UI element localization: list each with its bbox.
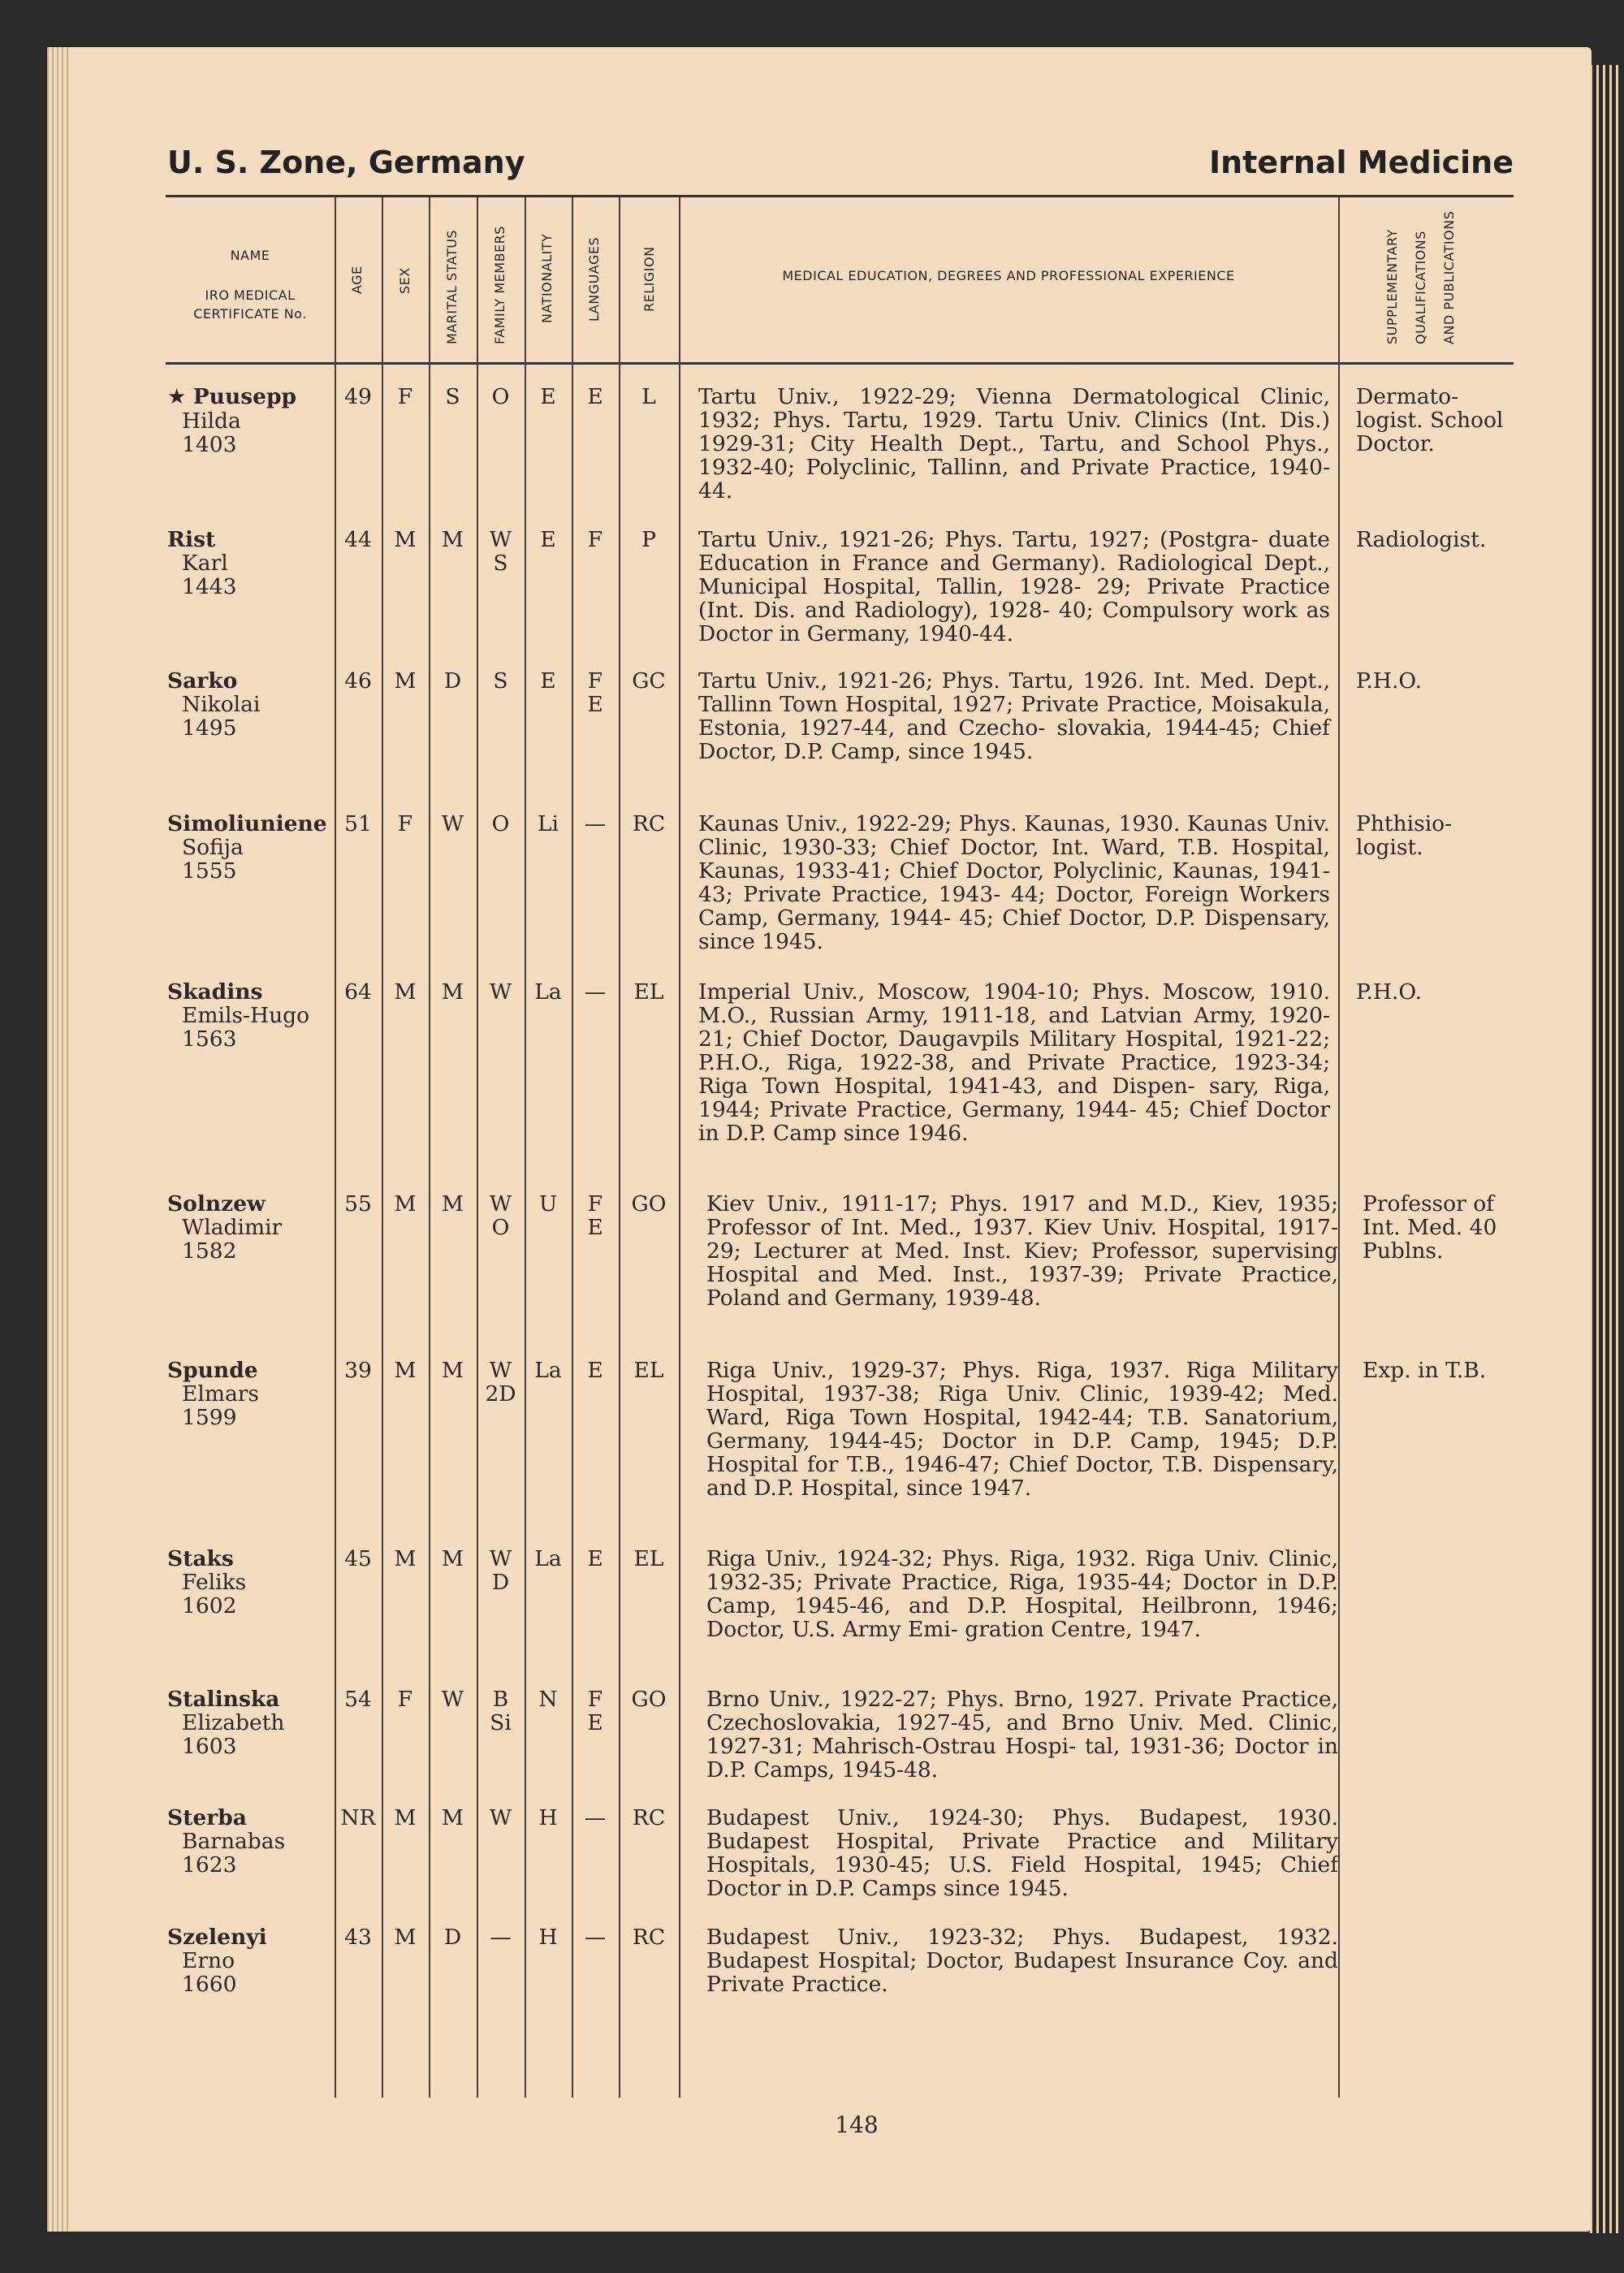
entry-education: Tartu Univ., 1921-26; Phys. Tartu, 1926. Int. Med. Dept., Tallinn Town Hospital, 1927; Private Practice, Moisakula, Estonia, 1927-44, and Czecho- slovakia, 1944-45; Chief Doctor, D.P. Camp, since 1945.: [698, 668, 1330, 764]
entry-family: W 2D: [485, 1358, 516, 1407]
entry-certificate-number: 1555: [182, 858, 237, 884]
column-header-iro-line1: IRO MEDICAL: [205, 287, 296, 303]
entry-languages: —: [584, 1925, 607, 1950]
entry-name-cell: [167, 528, 335, 598]
column-header-marital-status: MARITAL STATUS: [444, 229, 460, 344]
entry-surname-line: [167, 1806, 335, 1830]
entry-age: 54: [344, 1687, 372, 1712]
page-edges-left: [47, 47, 71, 2232]
entry-nationality: Li: [537, 811, 559, 836]
entry-certificate-number: 1603: [182, 1734, 237, 1759]
page-edges-right: [1590, 65, 1622, 2233]
entry-education: Kaunas Univ., 1922-29; Phys. Kaunas, 1930. Kaunas Univ. Clinic, 1930-33; Chief Doctor, Int. Ward, T.B. Hospital, Kaunas, 1933-41; Chief Doctor, Polyclinic, Kaunas, 1941-43; Private Practice, 1943- 44; Doctor, Foreign Workers Camp, Germany, 1944- 45; Chief Doctor, D.P. Dispensary, since 1945.: [698, 811, 1330, 954]
entry-languages: F E: [587, 668, 603, 717]
entry-education: Imperial Univ., Moscow, 1904-10; Phys. Moscow, 1910. M.O., Russian Army, 1911-18, and Latvian Army, 1920-21; Chief Doctor, Daugavpils Military Hospital, 1921-22; P.H.O., Riga, 1922-38, and Private Practice, 1923-34; Riga Town Hospital, 1941-43, and Dispen- sary, Riga, 1944; Private Practice, Germany, 1944- 45; Chief Doctor in D.P. Camp since 1946.: [698, 979, 1330, 1146]
entry-name-cell: [167, 1687, 335, 1758]
entry-religion: GO: [631, 1191, 667, 1216]
entry-sex: M: [394, 1546, 417, 1571]
entry-languages: E: [587, 384, 603, 409]
column-header-education: MEDICAL EDUCATION, DEGREES AND PROFESSIONAL EXPERIENCE: [782, 268, 1235, 283]
entry-religion: RC: [632, 1805, 666, 1830]
entry-marital: D: [443, 668, 462, 694]
column-header-name-label: NAME: [230, 248, 270, 263]
entry-certificate-number: 1660: [182, 1972, 237, 1997]
entry-religion: GO: [631, 1687, 667, 1712]
entry-given-name: Erno: [182, 1948, 235, 1973]
entry-certificate-number: 1623: [182, 1852, 237, 1878]
column-header-religion: RELIGION: [641, 246, 657, 312]
entry-sex: M: [394, 1805, 417, 1830]
entry-education: Tartu Univ., 1921-26; Phys. Tartu, 1927; (Postgra- duate Education in France and Germany). Radiological Dept., Municipal Hospital, Tallin, 1928- 29; Private Practice (Int. Dis. and Radiology), 1928- 40; Compulsory work as Doctor in Germany, 1940-44.: [698, 527, 1330, 646]
entry-nationality: H: [538, 1925, 558, 1950]
entry-given-name: Nikolai: [182, 692, 261, 717]
entry-family: S: [493, 668, 508, 694]
entry-surname-line: [167, 1192, 335, 1216]
entry-supplementary: Radiologist.: [1356, 527, 1487, 552]
entry-certificate-number: 1403: [182, 432, 237, 457]
entry-marital: M: [441, 1191, 464, 1216]
entry-nationality: E: [540, 527, 556, 552]
entry-surname-line: [167, 1359, 335, 1382]
column-header-family-members: FAMILY MEMBERS: [492, 226, 508, 344]
column-header-supplementary-2: QUALIFICATIONS: [1413, 231, 1428, 344]
entry-family: —: [490, 1925, 512, 1950]
entry-surname: Stalinska: [167, 1687, 280, 1712]
entry-age: 39: [344, 1358, 372, 1383]
entry-sex: F: [397, 1687, 413, 1712]
entry-religion: P: [641, 527, 656, 552]
entry-surname: Skadins: [167, 979, 263, 1005]
entry-supplementary: Phthisio- logist.: [1356, 811, 1453, 860]
entry-sex: M: [394, 668, 417, 694]
column-header-languages: LANGUAGES: [586, 236, 602, 322]
entry-name-cell: [167, 1359, 335, 1429]
entry-surname: Puusepp: [192, 384, 297, 409]
entry-surname: Spunde: [167, 1358, 258, 1383]
entry-nationality: La: [534, 979, 562, 1005]
entry-marital: D: [443, 1925, 462, 1950]
entry-family: O: [491, 384, 510, 409]
star-icon: ★: [167, 385, 187, 409]
entry-family: W S: [489, 527, 512, 576]
entry-languages: E: [587, 1546, 603, 1571]
page-number: 148: [835, 2111, 879, 2138]
entry-age: 55: [344, 1191, 372, 1216]
entry-languages: F E: [587, 1687, 603, 1735]
entry-given-name: Elmars: [182, 1381, 260, 1407]
entry-languages: —: [584, 1805, 607, 1830]
entry-age: NR: [340, 1805, 376, 1830]
entry-family: W D: [489, 1546, 512, 1595]
entry-age: 43: [344, 1925, 372, 1950]
entry-age: 49: [344, 384, 372, 409]
entry-surname-line: [167, 1547, 335, 1571]
column-header-supplementary-3: AND PUBLICATIONS: [1441, 210, 1457, 344]
column-divider: [1338, 197, 1340, 2098]
entry-certificate-number: 1582: [182, 1238, 237, 1264]
entry-languages: —: [584, 979, 607, 1005]
entry-surname: Rist: [167, 527, 216, 552]
entry-surname: Simoliuniene: [167, 811, 327, 836]
entry-marital: S: [445, 384, 460, 409]
entry-marital: M: [441, 1546, 464, 1571]
entry-religion: EL: [633, 1546, 664, 1571]
entry-age: 64: [344, 979, 372, 1005]
entry-surname: Sterba: [167, 1805, 247, 1830]
entry-name-cell: [167, 1925, 335, 1996]
entry-certificate-number: 1443: [182, 574, 237, 599]
entry-education: Brno Univ., 1922-27; Phys. Brno, 1927. Private Practice, Czechoslovakia, 1927-45, and Brno Univ. Med. Clinic, 1927-31; Mahrisch-Ostrau Hospi- tal, 1931-36; Doctor in D.P. Camps, 1945-48.: [706, 1687, 1338, 1783]
entry-given-name: Sofija: [182, 835, 244, 860]
entry-given-name: Hilda: [182, 408, 241, 434]
entry-given-name: Emils-Hugo: [182, 1003, 310, 1028]
entry-sex: F: [397, 384, 413, 409]
entry-family: W: [489, 979, 512, 1005]
entry-age: 51: [344, 811, 372, 836]
entry-surname-line: [167, 1687, 335, 1711]
entry-languages: F: [587, 527, 603, 552]
entry-certificate-number: 1563: [182, 1026, 237, 1052]
entry-surname-line: [167, 980, 335, 1004]
entry-sex: M: [394, 1925, 417, 1950]
entry-religion: EL: [633, 979, 664, 1005]
entry-surname: Sarko: [167, 668, 238, 694]
entry-supplementary: P.H.O.: [1356, 979, 1423, 1005]
entry-education: Budapest Univ., 1923-32; Phys. Budapest, 1932. Budapest Hospital; Doctor, Budapest Insurance Coy. and Private Practice.: [706, 1925, 1338, 1997]
entry-nationality: La: [534, 1546, 562, 1571]
entry-sex: M: [394, 1358, 417, 1383]
entry-sex: M: [394, 527, 417, 552]
entry-marital: W: [441, 811, 464, 836]
entry-nationality: E: [540, 384, 556, 409]
entry-nationality: N: [538, 1687, 558, 1712]
entry-nationality: H: [538, 1805, 558, 1830]
header-rule-bottom: [166, 362, 1514, 365]
entry-age: 45: [344, 1546, 372, 1571]
column-header-sex: SEX: [397, 267, 412, 294]
entry-languages: F E: [587, 1191, 603, 1240]
entry-name-cell: [167, 385, 335, 456]
header-rule-top: [166, 195, 1514, 197]
entry-supplementary: Dermato- logist. School Doctor.: [1356, 384, 1504, 456]
entry-given-name: Karl: [182, 551, 228, 576]
entry-education: Kiev Univ., 1911-17; Phys. 1917 and M.D., Kiev, 1935; Professor of Int. Med., 1937. Kiev Univ. Hospital, 1917-29; Lecturer at Med. Inst. Kiev; Professor, supervising Hospital and Med. Inst., 1937-39; Private Practice, Poland and Germany, 1939-48.: [706, 1191, 1338, 1311]
entry-surname-line: [167, 385, 335, 409]
column-header-name: [166, 236, 335, 323]
entry-given-name: Wladimir: [182, 1215, 283, 1240]
entry-sex: M: [394, 1191, 417, 1216]
entry-name-cell: [167, 980, 335, 1051]
entry-surname: Solnzew: [167, 1191, 266, 1216]
entry-family: O: [491, 811, 510, 836]
entry-name-cell: [167, 669, 335, 740]
entry-religion: GC: [632, 668, 666, 694]
entry-given-name: Elizabeth: [182, 1710, 285, 1735]
entry-age: 44: [344, 527, 372, 552]
column-header-age: AGE: [349, 266, 365, 294]
entry-nationality: La: [534, 1358, 562, 1383]
column-divider: [679, 197, 680, 2098]
entry-religion: L: [641, 384, 656, 409]
entry-nationality: E: [540, 668, 556, 694]
entry-name-cell: [167, 1806, 335, 1877]
entry-marital: M: [441, 1805, 464, 1830]
entry-certificate-number: 1495: [182, 715, 237, 741]
entry-family: B Si: [490, 1687, 512, 1735]
running-header-right: Internal Medicine: [1208, 145, 1514, 180]
entry-religion: RC: [632, 1925, 666, 1950]
running-header-left: U. S. Zone, Germany: [167, 145, 525, 180]
column-header-iro-line2: CERTIFICATE No.: [193, 306, 307, 322]
entry-surname-line: [167, 528, 335, 551]
entry-sex: M: [394, 979, 417, 1005]
entry-religion: EL: [633, 1358, 664, 1383]
entry-marital: M: [441, 979, 464, 1005]
entry-surname-line: [167, 812, 335, 836]
entry-education: Riga Univ., 1924-32; Phys. Riga, 1932. Riga Univ. Clinic, 1932-35; Private Practice, Riga, 1935-44; Doctor in D.P. Camp, 1945-46, and D.P. Hospital, Heilbronn, 1946; Doctor, U.S. Army Emi- gration Centre, 1947.: [706, 1546, 1338, 1642]
entry-marital: M: [441, 1358, 464, 1383]
entry-certificate-number: 1602: [182, 1593, 237, 1618]
entry-name-cell: [167, 1192, 335, 1263]
entry-education: Tartu Univ., 1922-29; Vienna Dermatological Clinic, 1932; Phys. Tartu, 1929. Tartu Univ. Clinics (Int. Dis.) 1929-31; City Health Dept., Tartu, and School Phys., 1932-40; Polyclinic, Tallinn, and Private Practice, 1940-44.: [698, 384, 1330, 503]
entry-supplementary: P.H.O.: [1356, 668, 1423, 694]
entry-languages: E: [587, 1358, 603, 1383]
entry-certificate-number: 1599: [182, 1405, 237, 1430]
entry-age: 46: [344, 668, 372, 694]
entry-given-name: Barnabas: [182, 1829, 286, 1854]
entry-surname-line: [167, 1925, 335, 1949]
entry-marital: W: [441, 1687, 464, 1712]
entry-religion: RC: [632, 811, 666, 836]
entry-education: Riga Univ., 1929-37; Phys. Riga, 1937. Riga Military Hospital, 1937-38; Riga Univ. Clinic, 1939-42; Med. Ward, Riga Town Hospital, 1942-44; T.B. Sanatorium, Germany, 1944-45; Doctor in D.P. Camp, 1945; D.P. Hospital for T.B., 1946-47; Chief Doctor, T.B. Dispensary, and D.P. Hospital, since 1947.: [706, 1358, 1338, 1501]
column-header-nationality: NATIONALITY: [539, 233, 555, 323]
entry-languages: —: [584, 811, 607, 836]
entry-sex: F: [397, 811, 413, 836]
entry-marital: M: [441, 527, 464, 552]
entry-surname: Szelenyi: [167, 1925, 267, 1950]
entry-education: Budapest Univ., 1924-30; Phys. Budapest, 1930. Budapest Hospital, Private Practice and Military Hospitals, 1930-45; U.S. Field Hospital, 1945; Chief Doctor in D.P. Camps since 1945.: [706, 1805, 1338, 1901]
entry-supplementary: Professor of Int. Med. 40 Publns.: [1363, 1191, 1497, 1264]
column-header-supplementary-1: SUPPLEMENTARY: [1384, 229, 1400, 344]
entry-surname: Staks: [167, 1546, 234, 1571]
entry-supplementary: Exp. in T.B.: [1363, 1358, 1487, 1383]
entry-family: W: [489, 1805, 512, 1830]
entry-name-cell: [167, 812, 335, 883]
entry-family: W O: [489, 1191, 512, 1240]
entry-name-cell: [167, 1547, 335, 1618]
entry-given-name: Feliks: [182, 1570, 247, 1595]
entry-nationality: U: [538, 1191, 558, 1216]
entry-surname-line: [167, 669, 335, 693]
